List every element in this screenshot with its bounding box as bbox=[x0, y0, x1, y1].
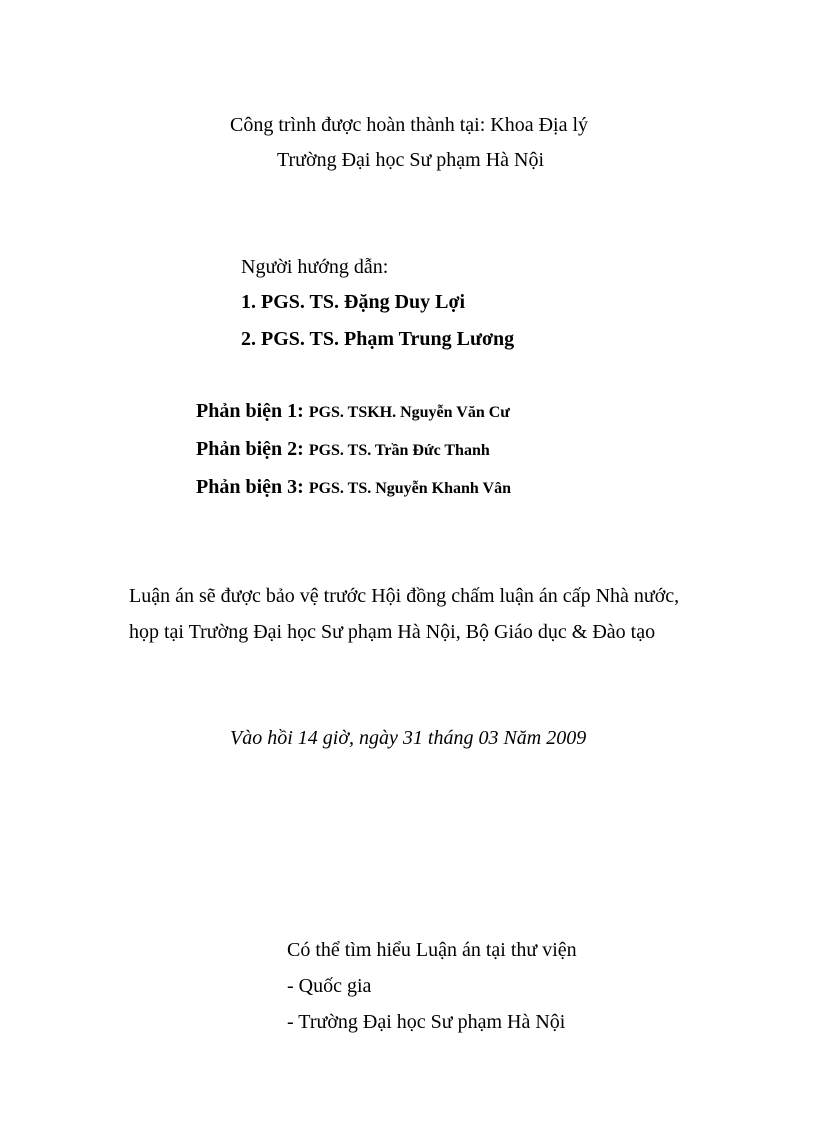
library-item: - Trường Đại học Sư phạm Hà Nội bbox=[287, 1011, 566, 1033]
reviewer-name: PGS. TS. Trần Đức Thanh bbox=[308, 442, 490, 459]
reviewer-row bbox=[196, 437, 490, 463]
reviewer-label: Phản biện 2: bbox=[196, 438, 304, 460]
defense-datetime: Vào hồi 14 giờ, ngày 31 tháng 03 Năm 2009 bbox=[230, 727, 587, 749]
advisor-item: 2. PGS. TS. Phạm Trung Lương bbox=[241, 328, 515, 350]
reviewer-name: PGS. TS. Nguyễn Khanh Vân bbox=[308, 480, 511, 497]
completion-place-line: Công trình được hoàn thành tại: Khoa Địa lý bbox=[230, 114, 589, 136]
reviewer-row bbox=[196, 475, 511, 501]
defense-line: họp tại Trường Đại học Sư phạm Hà Nội, Bộ Giáo dục & Đào tạo bbox=[129, 621, 656, 643]
reviewer-label: Phản biện 3: bbox=[196, 476, 304, 498]
university-line: Trường Đại học Sư phạm Hà Nội bbox=[277, 149, 545, 171]
library-item: - Quốc gia bbox=[287, 975, 372, 997]
reviewer-label: Phản biện 1: bbox=[196, 400, 304, 422]
reviewer-row bbox=[196, 399, 510, 425]
defense-line: Luận án sẽ được bảo vệ trước Hội đồng chấm luận án cấp Nhà nước, bbox=[129, 585, 680, 607]
advisor-label: Người hướng dẫn: bbox=[241, 256, 389, 278]
advisor-item: 1. PGS. TS. Đặng Duy Lợi bbox=[241, 291, 466, 313]
reviewer-name: PGS. TSKH. Nguyễn Văn Cư bbox=[308, 404, 510, 421]
library-intro: Có thể tìm hiểu Luận án tại thư viện bbox=[287, 939, 577, 961]
